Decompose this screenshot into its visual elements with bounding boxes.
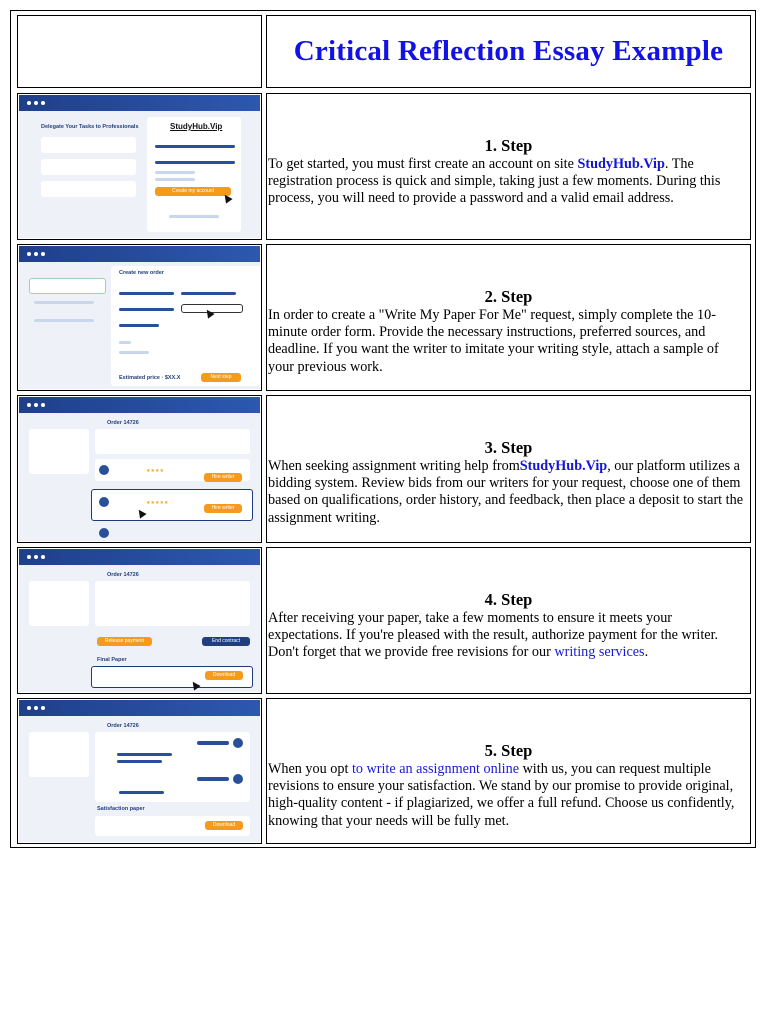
thumb-order-id: Order 14726 — [107, 572, 139, 578]
thumb-order-id: Order 14726 — [107, 723, 139, 729]
step-2-heading: 2. Step — [484, 287, 533, 306]
page-title: Critical Reflection Essay Example — [293, 35, 724, 67]
thumb-create-button: Create my account — [155, 187, 231, 196]
thumb-headline: Delegate Your Tasks to Professionals — [41, 124, 139, 130]
step-4-screenshot — [17, 547, 262, 694]
step-4-text-cell — [266, 547, 751, 694]
step-5-body: When you opt to write an assignment online with us, you can request multiple revisions to ensure your satisfaction. We stand by our promise to provide original, high-quality content - if plagiarized, we offer a full refund. Choose us confidently, knowing that your needs will be fully met. — [268, 761, 735, 829]
step-2-screenshot — [17, 244, 262, 391]
step-3-heading: 3. Step — [484, 438, 533, 457]
step-2-body: In order to create a "Write My Paper For Me" request, simply complete the 10-minute order form. Provide the necessary instructions, preferred sources, and deadline. If you want the writer to imitate your writing style, attach a sample of your previous work. — [268, 307, 719, 375]
thumb-brand: StudyHub.Vip — [170, 122, 223, 131]
thumb-final-paper: Final Paper — [97, 657, 127, 663]
write-assignment-link[interactable]: to write an assignment online — [351, 761, 520, 777]
writing-services-link[interactable]: writing services — [554, 644, 645, 661]
step-1-body: To get started, you must first create an account on site StudyHub.Vip. The registration process is quick and simple, taking just a few moments. During this process, you will need to provide a password and a valid email address. — [268, 156, 721, 207]
empty-header-cell — [17, 15, 262, 88]
step-2-text-cell — [266, 244, 751, 391]
step-3-body: When seeking assignment writing help fromStudyHub.Vip, our platform utilizes a bidding system. Review bids from our writers for your request, choose one of them based on qualifications, order history, and feedback, then place a deposit to start the assignment writing. — [268, 458, 743, 526]
title-cell — [266, 15, 751, 88]
step-5-text-cell — [266, 698, 751, 844]
thumb-download: Download — [205, 821, 243, 830]
step-3-text-cell — [266, 395, 751, 543]
thumb-estimated-price: Estimated price · $XX.X — [119, 375, 181, 381]
step-1-heading: 1. Step — [484, 136, 533, 155]
thumb-download: Download — [205, 671, 243, 680]
step-4-heading: 4. Step — [484, 590, 533, 609]
studyhub-link[interactable]: StudyHub.Vip — [519, 458, 608, 474]
step-5-screenshot — [17, 698, 262, 844]
step-5-heading: 5. Step — [484, 741, 533, 760]
thumb-end-contract: End contract — [202, 637, 250, 646]
studyhub-link[interactable]: StudyHub.Vip — [577, 156, 665, 172]
thumb-release-payment: Release payment — [97, 637, 152, 646]
step-1-screenshot — [17, 93, 262, 240]
step-4-body: After receiving your paper, take a few moments to ensure it meets your expectations. If you're pleased with the result, authorize payment for the writer. Don't forget that we provide free revisions for our writing services. — [268, 610, 719, 661]
step-1-text-cell — [266, 93, 751, 240]
thumb-next-button: Next step — [201, 373, 241, 382]
thumb-satisfaction-paper: Satisfaction paper — [97, 806, 145, 812]
content-table — [10, 10, 756, 848]
thumb-order-header: Create new order — [119, 270, 164, 276]
thumb-order-id: Order 14726 — [107, 420, 139, 426]
step-3-screenshot: Order 14726 ★★★★ Hire writer ★★★★★ Hire writer — [17, 395, 262, 543]
thumb-hire-button: Hire writer — [204, 473, 242, 482]
